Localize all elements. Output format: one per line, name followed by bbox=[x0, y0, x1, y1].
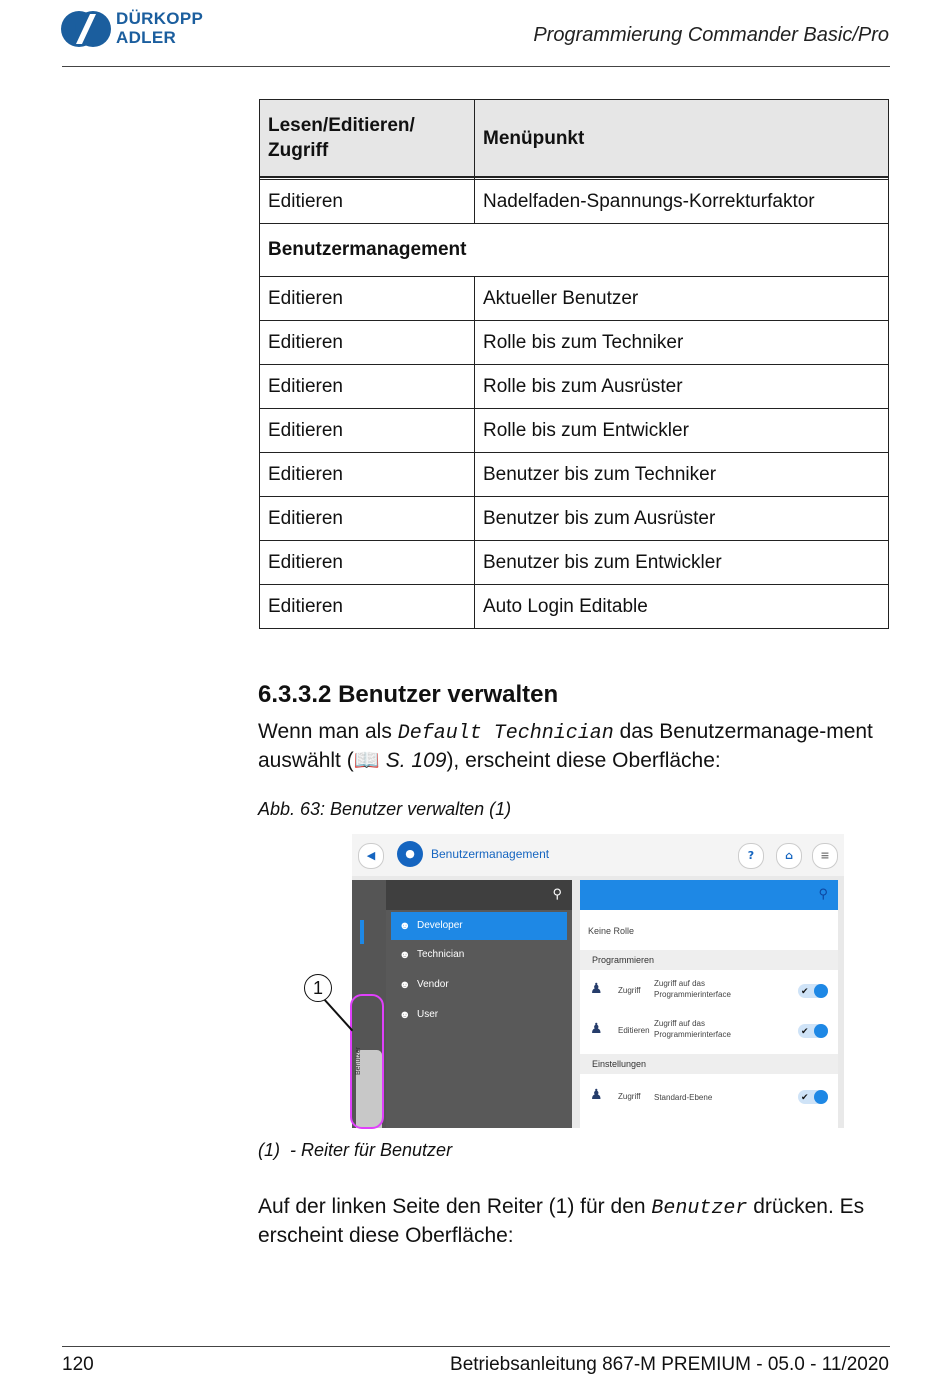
list-item bbox=[391, 1001, 567, 1029]
checkmark-icon: ✔ bbox=[801, 986, 809, 996]
permission-toggle bbox=[798, 1024, 828, 1038]
table-row bbox=[260, 541, 889, 585]
table-row bbox=[260, 321, 889, 365]
figure-caption: Abb. 63: Benutzer verwalten (1) bbox=[258, 799, 512, 819]
table-cell-access: Editieren bbox=[260, 409, 475, 453]
table-cell-access: Editieren bbox=[260, 180, 475, 224]
users-side-tab-label: Benutzer bbox=[355, 1046, 362, 1075]
permission-name: Editieren bbox=[618, 1026, 650, 1035]
page-reference-link[interactable]: S. 109 bbox=[385, 749, 447, 772]
callout-leader-line bbox=[322, 997, 353, 1031]
table-cell-menu-item: Benutzer bis zum Entwickler bbox=[475, 541, 889, 585]
help-icon: ? bbox=[738, 843, 764, 869]
intro-text-c: ), erscheint diese Oberfläche: bbox=[446, 749, 721, 772]
table-row bbox=[260, 585, 889, 629]
logo-mark-icon bbox=[60, 10, 112, 48]
table-cell-access: Editieren bbox=[260, 585, 475, 629]
screenshot-title: Benutzermanagement bbox=[431, 847, 550, 861]
brand-line-1: DÜRKOPP bbox=[116, 9, 204, 28]
list-item-label: Technician bbox=[417, 949, 465, 960]
table-cell-menu-item: Aktueller Benutzer bbox=[475, 277, 889, 321]
table-cell-menu-item: Rolle bis zum Techniker bbox=[475, 321, 889, 365]
group-program-label: Programmieren bbox=[580, 950, 838, 970]
table-header-row bbox=[260, 100, 889, 178]
instruction-paragraph bbox=[258, 1193, 898, 1249]
search-icon: ⚲ bbox=[818, 886, 828, 901]
checkmark-icon: ✔ bbox=[801, 1092, 809, 1102]
menu-access-table bbox=[259, 99, 889, 629]
list-item-label: Vendor bbox=[417, 979, 449, 990]
user-group-icon: ● bbox=[397, 841, 423, 867]
permission-toggle bbox=[798, 984, 828, 998]
permission-name: Zugriff bbox=[618, 986, 641, 995]
table-cell-menu-item: Nadelfaden-Spannungs-Korrekturfaktor bbox=[475, 180, 889, 224]
no-role-label: Keine Rolle bbox=[588, 926, 635, 936]
list-item-label: Developer bbox=[417, 920, 463, 931]
section-title: Benutzer verwalten bbox=[338, 681, 559, 708]
user-list-panel bbox=[386, 880, 572, 1128]
brand-line-2: ADLER bbox=[116, 28, 177, 47]
permission-desc: Zugriff auf das Programmierinterface bbox=[654, 979, 731, 999]
table-row bbox=[260, 409, 889, 453]
para2-text-b: drücken. Es erscheint diese Oberfläche: bbox=[258, 1195, 865, 1247]
footer-divider bbox=[62, 1346, 890, 1347]
back-arrow-icon: ◀ bbox=[358, 843, 384, 869]
user-key-icon: ♟ bbox=[590, 980, 603, 996]
user-icon: ☻ bbox=[399, 979, 411, 991]
list-item bbox=[391, 912, 567, 940]
list-item bbox=[391, 971, 567, 999]
table-header-access: Lesen/Editieren/ Zugriff bbox=[260, 100, 475, 178]
table-cell-access: Editieren bbox=[260, 541, 475, 585]
group-settings-label: Einstellungen bbox=[580, 1054, 838, 1074]
section-number: 6.3.3.2 bbox=[258, 681, 332, 708]
users-tab-highlight bbox=[350, 994, 384, 1129]
table-cell-access: Editieren bbox=[260, 453, 475, 497]
permission-row bbox=[580, 972, 838, 1010]
table-row bbox=[260, 180, 889, 224]
user-management-screenshot bbox=[352, 834, 844, 1128]
table-cell-menu-item: Benutzer bis zum Ausrüster bbox=[475, 497, 889, 541]
para2-code: Benutzer bbox=[651, 1197, 748, 1220]
user-icon: ☻ bbox=[399, 1009, 411, 1021]
screenshot-topbar bbox=[352, 834, 844, 876]
table-row bbox=[260, 365, 889, 409]
permission-toggle bbox=[798, 1090, 828, 1104]
permission-desc: Zugriff auf das Programmierinterface bbox=[654, 1019, 731, 1039]
table-cell-access: Editieren bbox=[260, 321, 475, 365]
intro-text-a: Wenn man als bbox=[258, 720, 398, 743]
user-icon: ☻ bbox=[399, 920, 411, 932]
permissions-header bbox=[580, 880, 838, 910]
checkmark-icon: ✔ bbox=[801, 1026, 809, 1036]
table-cell-access: Editieren bbox=[260, 365, 475, 409]
table-row bbox=[260, 277, 889, 321]
callout-number: 1 bbox=[304, 974, 332, 1002]
para2-text-a: Auf der linken Seite den Reiter (1) für den bbox=[258, 1195, 652, 1218]
permissions-panel bbox=[580, 880, 838, 1128]
header-title: Programmierung Commander Basic/Pro bbox=[533, 24, 889, 46]
list-item-label: User bbox=[417, 1009, 439, 1020]
user-key-icon: ♟ bbox=[590, 1020, 603, 1036]
legend-text: - Reiter für Benutzer bbox=[290, 1140, 453, 1160]
home-icon: ⌂ bbox=[776, 843, 802, 869]
table-cell-menu-item: Rolle bis zum Ausrüster bbox=[475, 365, 889, 409]
permission-row bbox=[580, 1078, 838, 1116]
search-icon: ⚲ bbox=[552, 886, 562, 901]
table-cell-menu-item: Rolle bis zum Entwickler bbox=[475, 409, 889, 453]
intro-code: Default Technician bbox=[397, 722, 614, 745]
table-cell-access: Editieren bbox=[260, 277, 475, 321]
brand-logo bbox=[60, 10, 230, 50]
footer-title: Betriebsanleitung 867-M PREMIUM - 05.0 - 11/2020 bbox=[450, 1354, 889, 1375]
book-icon: 📖 bbox=[353, 749, 380, 772]
menu-icon: ≡ bbox=[812, 843, 838, 869]
table-section-label: Benutzermanagement bbox=[260, 224, 889, 277]
intro-text-b: das Benutzermanage-ment auswählt ( bbox=[258, 720, 873, 772]
table-row bbox=[260, 453, 889, 497]
table-cell-menu-item: Benutzer bis zum Techniker bbox=[475, 453, 889, 497]
user-key-icon: ♟ bbox=[590, 1086, 603, 1102]
list-item bbox=[391, 941, 567, 969]
table-cell-access: Editieren bbox=[260, 497, 475, 541]
figure-legend bbox=[258, 1140, 452, 1161]
section-heading bbox=[258, 681, 558, 709]
intro-paragraph bbox=[258, 718, 898, 774]
table-row bbox=[260, 497, 889, 541]
user-icon: ☻ bbox=[399, 949, 411, 961]
permission-row bbox=[580, 1012, 838, 1050]
roles-tab-marker bbox=[360, 920, 364, 944]
page-number: 120 bbox=[62, 1354, 94, 1375]
permission-name: Zugriff bbox=[618, 1092, 641, 1101]
table-section-row bbox=[260, 224, 889, 277]
legend-number: (1) bbox=[258, 1140, 280, 1160]
header-divider bbox=[62, 66, 890, 67]
table-cell-menu-item: Auto Login Editable bbox=[475, 585, 889, 629]
permission-desc: Standard-Ebene bbox=[654, 1093, 713, 1102]
table-header-menu-item: Menüpunkt bbox=[475, 100, 889, 178]
user-list-header bbox=[386, 880, 572, 910]
